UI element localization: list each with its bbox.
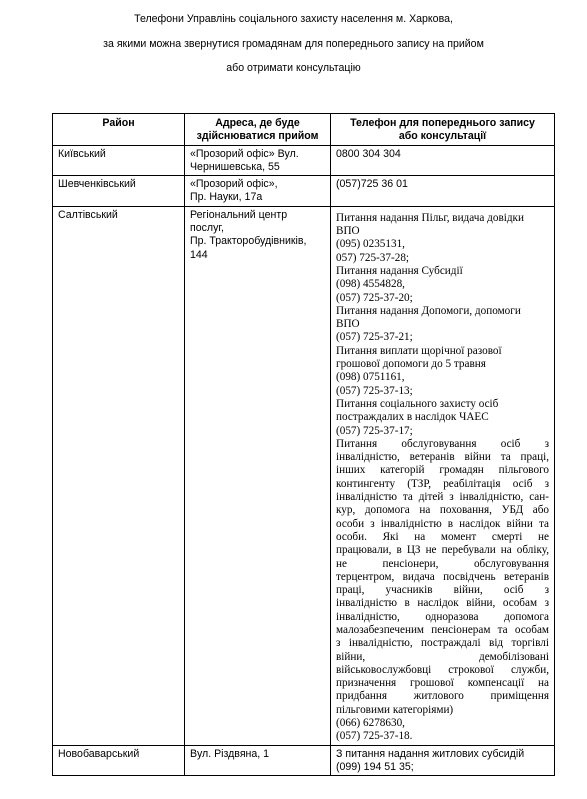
address-line: Регіональний центр [190,208,288,221]
phone-line: контингенту (ТЗР, реабілітація осіб з [336,477,549,490]
phone-block-tail [336,717,549,744]
cell-district [53,145,185,176]
phone-line: З питання надання житлових субсидій [336,747,525,760]
phone-line: (095) 0235131, [336,238,405,251]
phone-line: Питання обслуговування осіб з [336,437,549,450]
district-name: Шевченківський [58,178,136,191]
title-line-3: або отримати консультацію [226,62,361,74]
header-address-line: Адреса, де буде [215,117,300,129]
phone-line: інвалідністю в наслідок війни, особам з [336,597,549,610]
address-line: Чернишевська, 55 [190,160,280,173]
cell-district [53,206,185,745]
table-row [53,745,555,776]
table-header-row [53,114,555,146]
phone-line: кур, допомога на поховання, УБД або [336,504,549,517]
phone-line: Питання соціального захисту осіб [336,397,499,410]
phone-line: працювали, в ЦЗ не перебували на обліку, [336,544,549,557]
header-phone-line: Телефон для попереднього запису [350,117,535,129]
phone-line: Питання виплати щорічної разової [336,344,502,357]
table-row [53,206,555,745]
cell-address [185,206,331,745]
phone-line: особи. Які на момент смерті не [336,530,549,543]
phone-line: пільговими категоріями) [336,703,454,716]
phone-line: малозабезпеченим пенсіонерам та особам [336,623,549,636]
phone-line: інших категорій громадян пільгового [336,464,549,477]
cell-phone [331,145,555,176]
title-line-2: за якими можна звернутися громадянам для попереднього запису на прийом [103,37,484,50]
cell-district [53,745,185,776]
title-line-1: Телефони Управлінь соціального захисту населення м. Харкова, [134,13,453,25]
district-name: Новобаварський [58,747,140,760]
phone-line: грошової допомоги до 5 травня [336,358,486,371]
header-district [53,114,185,146]
phone-line: інвалідністю та дітей з інвалідністю, сан- [336,491,549,504]
district-name: Київський [58,147,106,160]
phone-line: особи з інвалідністю в наслідок війни та [336,517,549,530]
phone-line: (057) 725-37-20; [336,291,413,304]
header-address-line: здійснюватися прийом [196,130,319,143]
phone-line: не пенсіонери, обслуговування [336,557,549,570]
phone-line: інвалідністю, одноразова допомога [336,610,549,623]
phone-line: (098) 4554828, [336,278,405,291]
phone-line: війни, демобілізовані [336,650,549,663]
phone-line: ВПО [336,318,360,331]
phone-line: з інвалідністю, постраждалі від торгівлі [336,637,549,650]
phone-line: військовослужбовці строкової служби, [336,663,549,676]
address-line: «Прозорий офіс», [190,178,278,191]
phone-line: Питання надання Пільг, видача довідки [336,211,524,224]
phone-line: (099) 194 51 35; [336,760,414,773]
cell-address [185,145,331,176]
phone-block-justified [336,438,549,717]
cell-address [185,745,331,776]
address-line: послуг, [190,222,224,235]
table-row [53,176,555,207]
cell-address [185,176,331,207]
district-name: Салтівський [58,208,118,221]
address-line: 144 [190,248,208,261]
phone-line: (057) 725-37-13; [336,384,413,397]
address-line: Вул. Різдвяна, 1 [190,747,270,760]
phone-line: (098) 0751161, [336,371,405,384]
table-row [53,145,555,176]
phone-line: (057) 725-37-17; [336,424,413,437]
header-address [185,114,331,146]
header-phone [331,114,555,146]
header-phone-line: або консультації [398,130,487,143]
phone-line: 057) 725-37-28; [336,251,410,264]
phone-line: (066) 6278630, [336,717,405,730]
contacts-table [52,113,555,776]
address-line: Пр. Науки, 17а [190,191,263,204]
phone-line: терцентром, видача посвідчень ветеранів [336,570,549,583]
phone-line: (057) 725-37-18. [336,730,413,743]
phone-line: призначення грошової компенсації на [336,677,549,690]
phone-line: 0800 304 304 [336,147,401,160]
phone-line: (057)725 36 01 [336,178,408,191]
phone-line: придбання житлового приміщення [336,690,549,703]
cell-district [53,176,185,207]
cell-phone [331,206,555,745]
cell-phone [331,745,555,776]
phone-block [336,212,549,438]
header-district-label: Район [102,117,135,129]
document-title [0,7,587,81]
phone-line: праці, учасників війни, осіб з [336,584,549,597]
address-line: Пр. Тракторобудівників, [190,235,307,248]
address-line: «Прозорий офіс» Вул. [190,147,299,160]
phone-line: Питання надання Субсидії [336,264,463,277]
phone-line: постраждалих в наслідок ЧАЕС [336,411,489,424]
phone-line: Питання надання Допомоги, допомоги [336,304,521,317]
cell-phone [331,176,555,207]
phone-line: ВПО [336,225,360,238]
phone-line: інвалідністю, ветеранів війни та праці, [336,451,549,464]
phone-line: (057) 725-37-21; [336,331,413,344]
